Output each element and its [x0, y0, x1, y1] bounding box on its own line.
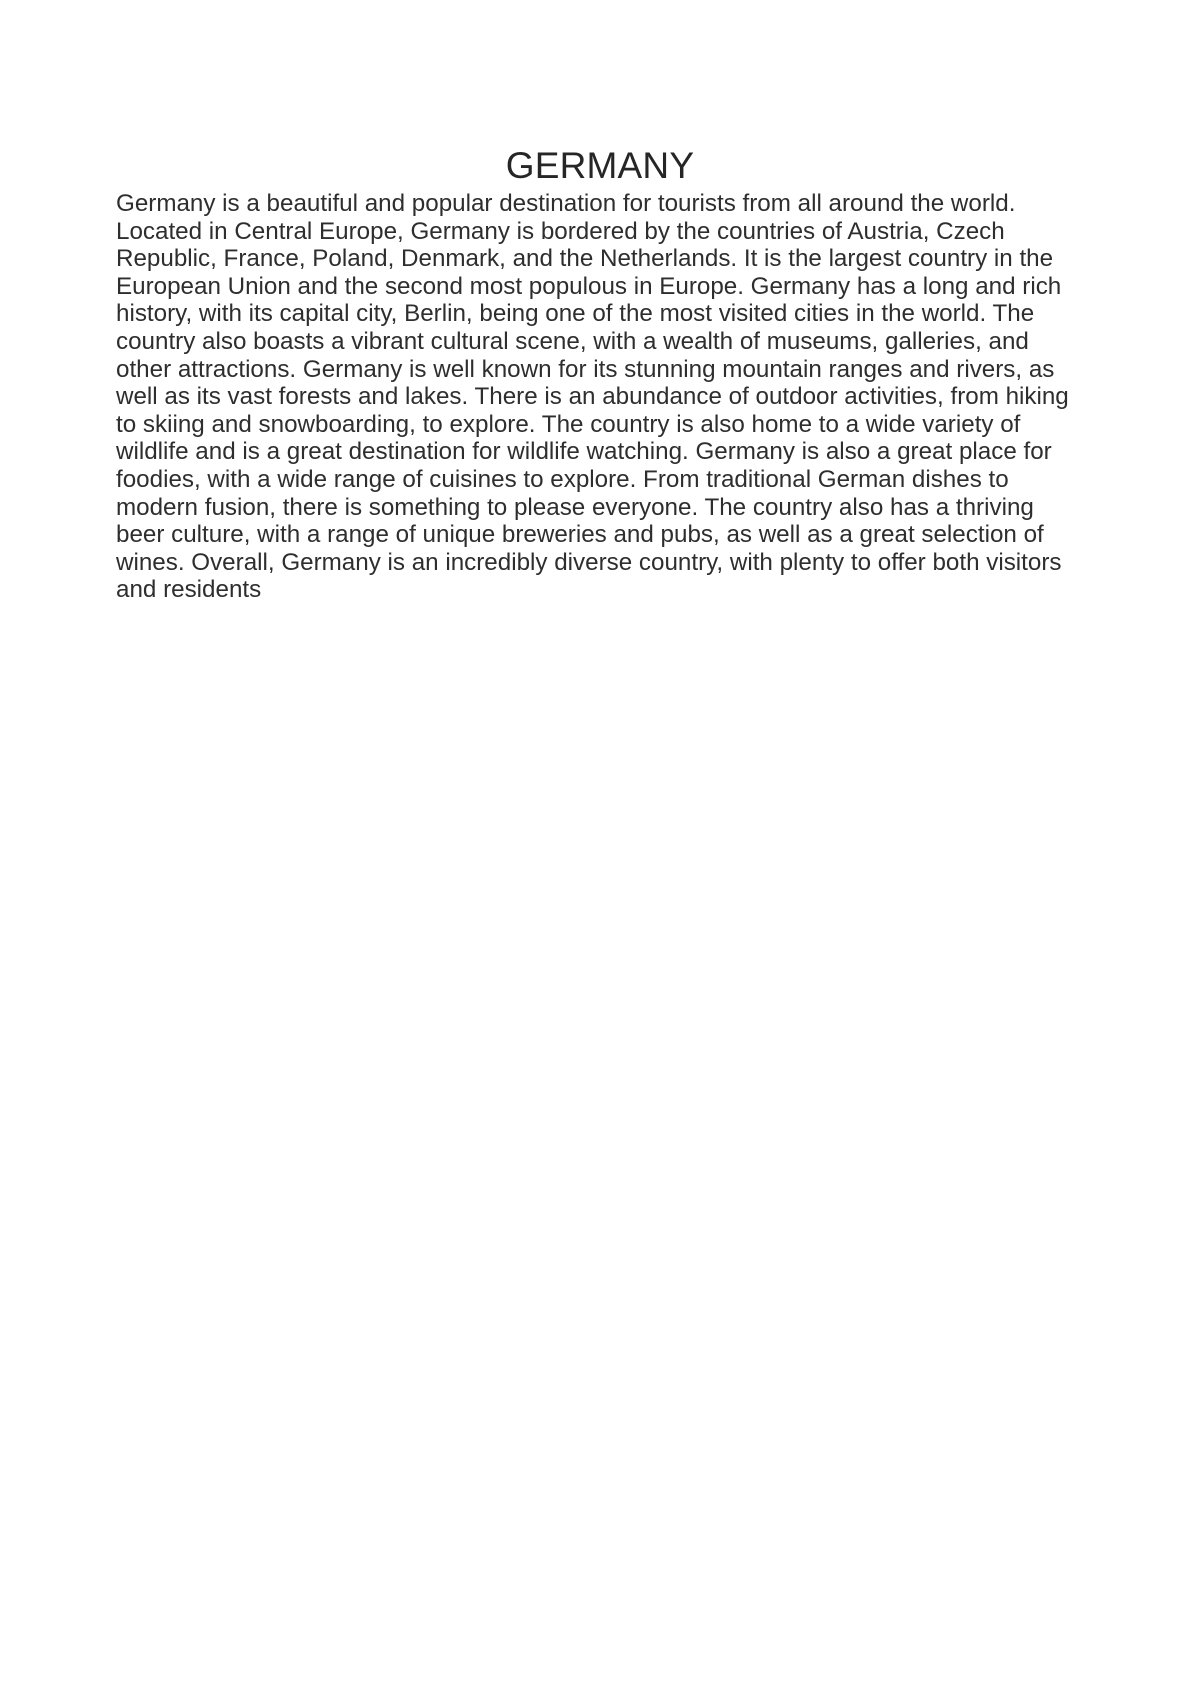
paragraph-line: well as its vast forests and lakes. There is an abundance of outdoor activities, from hiking — [116, 383, 1069, 411]
paragraph-line: and residents — [116, 576, 262, 604]
paragraph-line: Germany is a beautiful and popular destination for tourists from all around the world. — [116, 190, 1016, 217]
paragraph-line: wildlife and is a great destination for wildlife watching. Germany is also a great place for — [116, 438, 1052, 466]
document-content — [116, 142, 1084, 604]
body-paragraph — [116, 190, 1084, 604]
paragraph-line: to skiing and snowboarding, to explore. The country is also home to a wide variety of — [116, 410, 1021, 438]
paragraph-line: foodies, with a wide range of cuisines to explore. From traditional German dishes to — [116, 465, 1009, 493]
paragraph-line: modern fusion, there is something to please everyone. The country also has a thriving — [116, 493, 1034, 521]
paragraph-line: Located in Central Europe, Germany is bordered by the countries of Austria, Czech — [116, 217, 1005, 245]
paragraph-line: wines. Overall, Germany is an incredibly diverse country, with plenty to offer both visitors — [116, 548, 1062, 576]
paragraph-line: other attractions. Germany is well known for its stunning mountain ranges and rivers, as — [116, 355, 1055, 383]
paragraph-line: history, with its capital city, Berlin, being one of the most visited cities in the world. The — [116, 300, 1035, 328]
document-title: GERMANY — [505, 145, 695, 186]
paragraph-line: country also boasts a vibrant cultural scene, with a wealth of museums, galleries, and — [116, 327, 1029, 355]
paragraph-line: Republic, France, Poland, Denmark, and the Netherlands. It is the largest country in the — [116, 245, 1054, 273]
paragraph-line: European Union and the second most populous in Europe. Germany has a long and rich — [116, 272, 1062, 300]
paragraph-line: beer culture, with a range of unique breweries and pubs, as well as a great selection of — [116, 521, 1044, 549]
